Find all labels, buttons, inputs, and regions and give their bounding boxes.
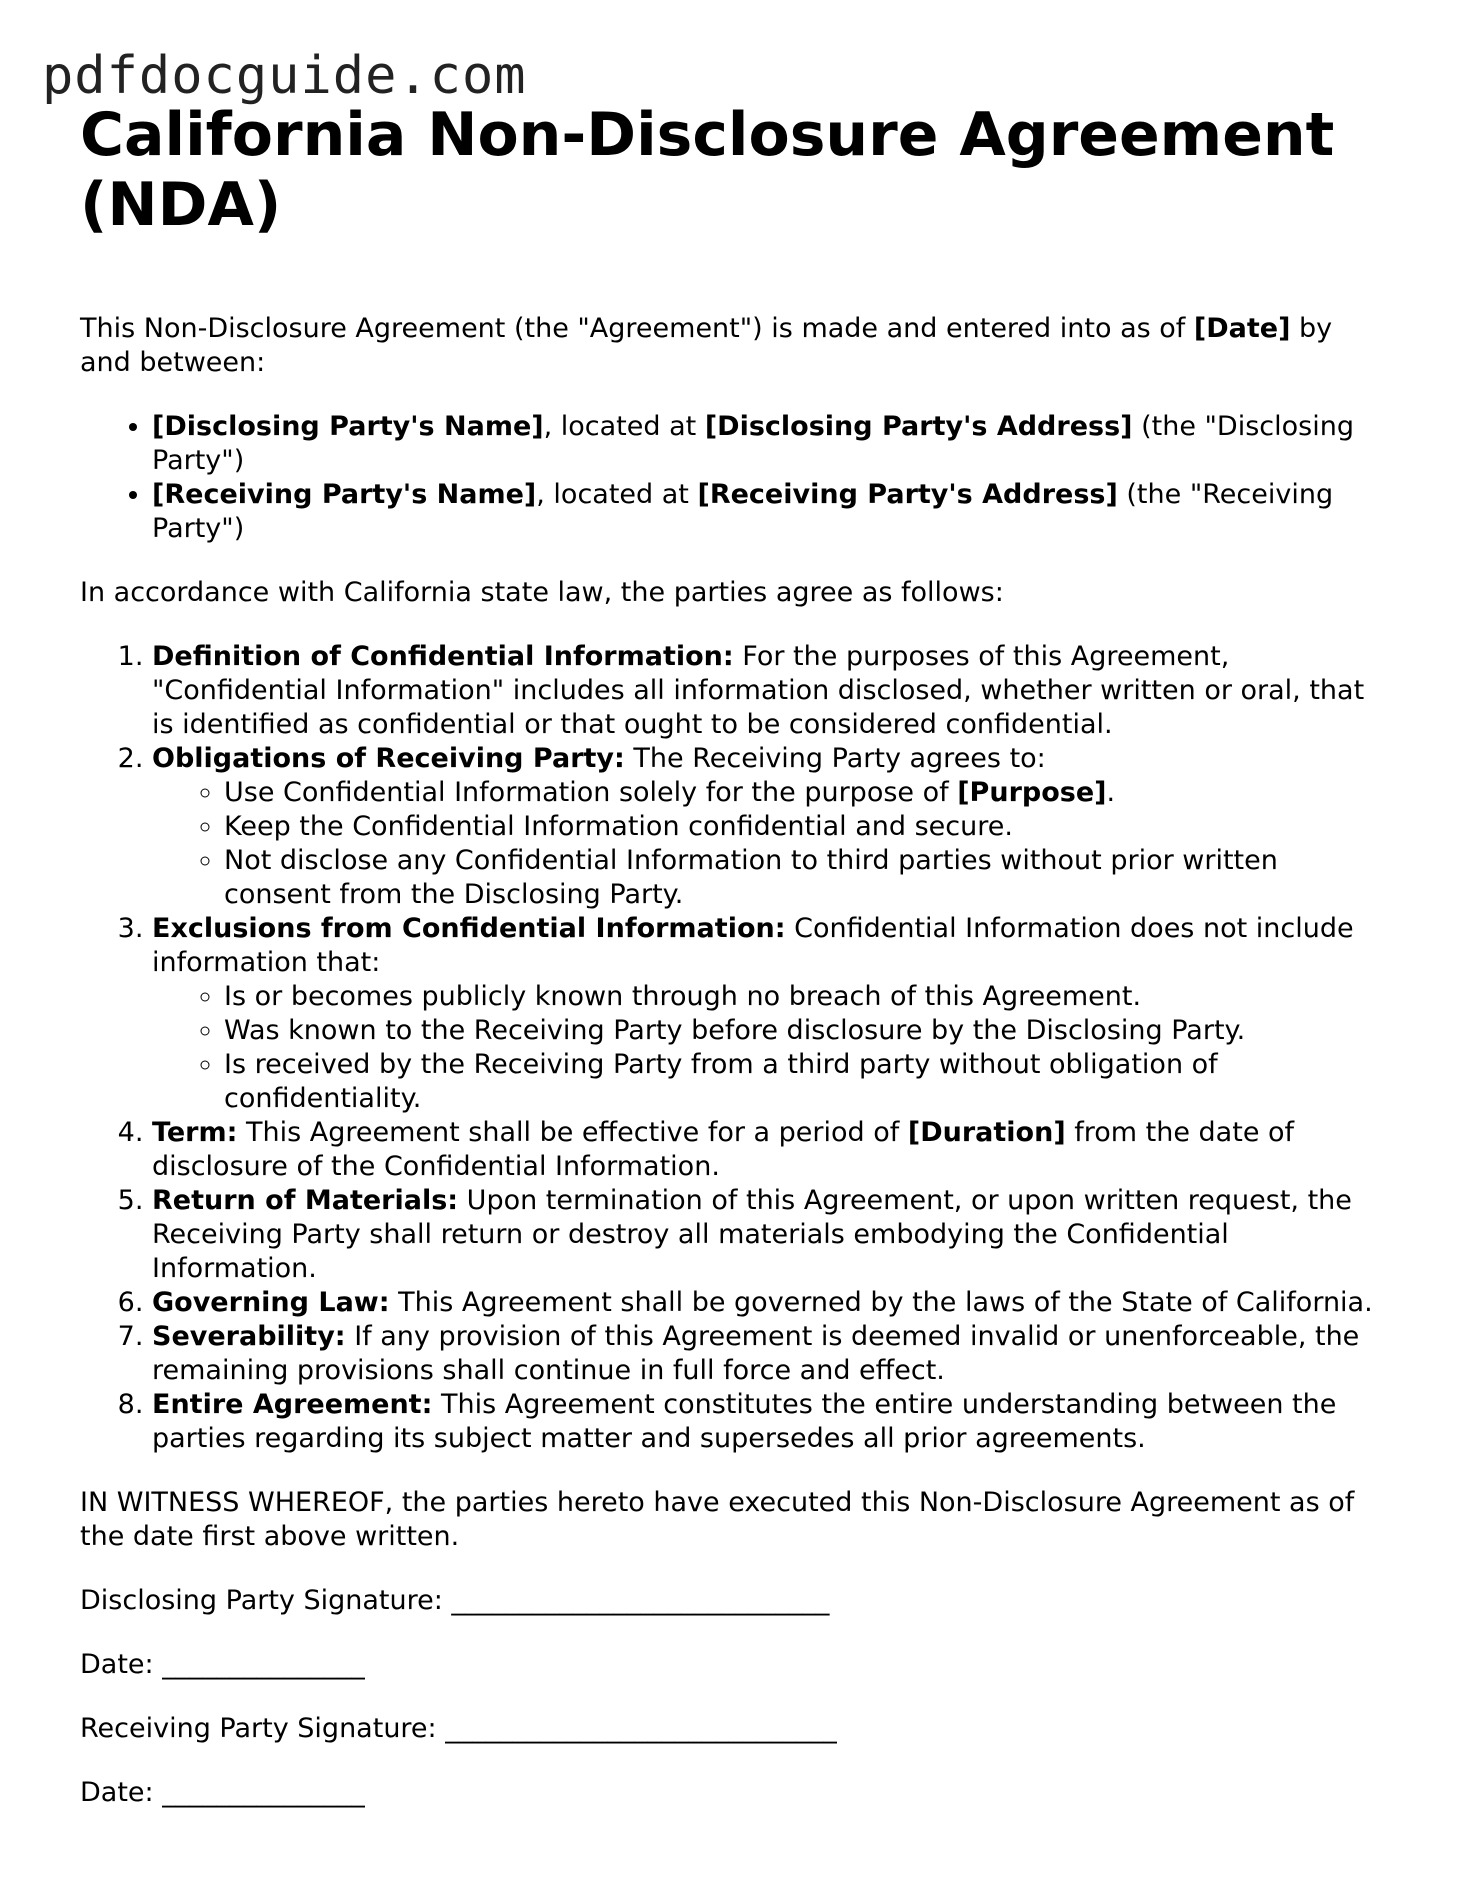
receiving-party-name: [Receiving Party's Name] — [152, 479, 537, 510]
exclusions-sublist — [152, 980, 1380, 1116]
duration-placeholder: [Duration] — [907, 1117, 1066, 1148]
sub-item-text: Use Confidential Information solely for the purpose of — [224, 777, 958, 808]
clause-text: If any provision of this Agreement is deemed invalid or unenforceable, the remaining provisions shall continue in full force and effect. — [152, 1321, 1360, 1386]
clause-heading: Return of Materials: — [152, 1185, 459, 1216]
clause-return-of-materials — [152, 1184, 1380, 1286]
intro-text-start: This Non-Disclosure Agreement (the "Agreement") is made and entered into as of — [80, 313, 1194, 344]
disclosing-date-line: Date: _______________ — [80, 1649, 365, 1680]
disclosing-party-address: [Disclosing Party's Address] — [704, 411, 1133, 442]
clause-heading: Governing Law: — [152, 1287, 390, 1318]
clause-text: This Agreement constitutes the entire understanding between the parties regarding its subject matter and supersedes all prior agreements. — [152, 1389, 1337, 1454]
clause-definition — [152, 640, 1380, 742]
party-connector: , located at — [543, 411, 705, 442]
intro-paragraph — [80, 312, 1380, 380]
clause-exclusions — [152, 912, 1380, 1116]
clause-governing-law — [152, 1286, 1380, 1320]
clause-entire-agreement — [152, 1388, 1380, 1456]
clause-text: For the purposes of this Agreement, "Confidential Information" includes all information disclosed, whether written or oral, that is identified as confidential or that ought to be considered confidential. — [152, 641, 1365, 740]
receiving-party-address: [Receiving Party's Address] — [697, 479, 1118, 510]
clause-term — [152, 1116, 1380, 1184]
clause-text: from the date of disclosure of the Confidential Information. — [152, 1117, 1295, 1182]
document-page — [80, 100, 1380, 1810]
list-item: ◦ Is or becomes publicly known through no breach of this Agreement. — [224, 980, 1380, 1014]
site-watermark: pdfdocguide.com — [42, 46, 527, 106]
receiving-date-line: Date: _______________ — [80, 1777, 365, 1808]
clause-heading: Definition of Confidential Information: — [152, 641, 734, 672]
clause-text: Confidential Information does not include information that: — [152, 913, 1354, 978]
disclosing-party-name: [Disclosing Party's Name] — [152, 411, 544, 442]
receiving-signature-line: Receiving Party Signature: _____________________________ — [80, 1713, 837, 1744]
list-item: ◦ Keep the Confidential Information confidential and secure. — [224, 810, 1380, 844]
clause-text: This Agreement shall be effective for a period of — [237, 1117, 908, 1148]
clause-heading: Obligations of Receiving Party: — [152, 743, 625, 774]
obligations-sublist — [152, 776, 1380, 912]
clause-severability — [152, 1320, 1380, 1388]
intro-text-end: by and between: — [80, 313, 1333, 378]
disclosing-signature-line: Disclosing Party Signature: ____________________________ — [80, 1585, 830, 1616]
clause-heading: Term: — [152, 1117, 238, 1148]
clause-heading: Severability: — [152, 1321, 346, 1352]
list-item: ◦ Is received by the Receiving Party from a third party without obligation of confidentiality. — [224, 1048, 1380, 1116]
list-item: ◦ Was known to the Receiving Party before disclosure by the Disclosing Party. — [224, 1014, 1380, 1048]
parties-list — [80, 410, 1380, 546]
list-item-disclosing-party — [152, 410, 1380, 478]
date-placeholder: [Date] — [1193, 313, 1291, 344]
clause-heading: Exclusions from Confidential Information: — [152, 913, 786, 944]
clause-obligations — [152, 742, 1380, 912]
clause-text: This Agreement shall be governed by the laws of the State of California. — [389, 1287, 1373, 1318]
clause-heading: Entire Agreement: — [152, 1389, 433, 1420]
party-connector: , located at — [536, 479, 698, 510]
clauses-list — [80, 640, 1380, 1456]
list-item-receiving-party — [152, 478, 1380, 546]
list-item: ◦ Not disclose any Confidential Information to third parties without prior written consent from the Disclosing Party. — [224, 844, 1380, 912]
clause-text: The Receiving Party agrees to: — [624, 743, 1046, 774]
witness-statement: IN WITNESS WHEREOF, the parties hereto have executed this Non-Disclosure Agreement as of the date first above written. — [80, 1487, 1355, 1552]
list-item — [224, 776, 1380, 810]
purpose-placeholder: [Purpose] — [957, 777, 1107, 808]
law-statement: In accordance with California state law, the parties agree as follows: — [80, 577, 1004, 608]
document-title: California Non-Disclosure Agreement (NDA) — [80, 100, 1335, 240]
sub-item-text: . — [1106, 777, 1116, 808]
party-role: (the "Disclosing Party") — [152, 411, 1354, 476]
clause-text: Upon termination of this Agreement, or upon written request, the Receiving Party shall return or destroy all materials embodying the Confidential Information. — [152, 1185, 1352, 1284]
party-role: (the "Receiving Party") — [152, 479, 1334, 544]
